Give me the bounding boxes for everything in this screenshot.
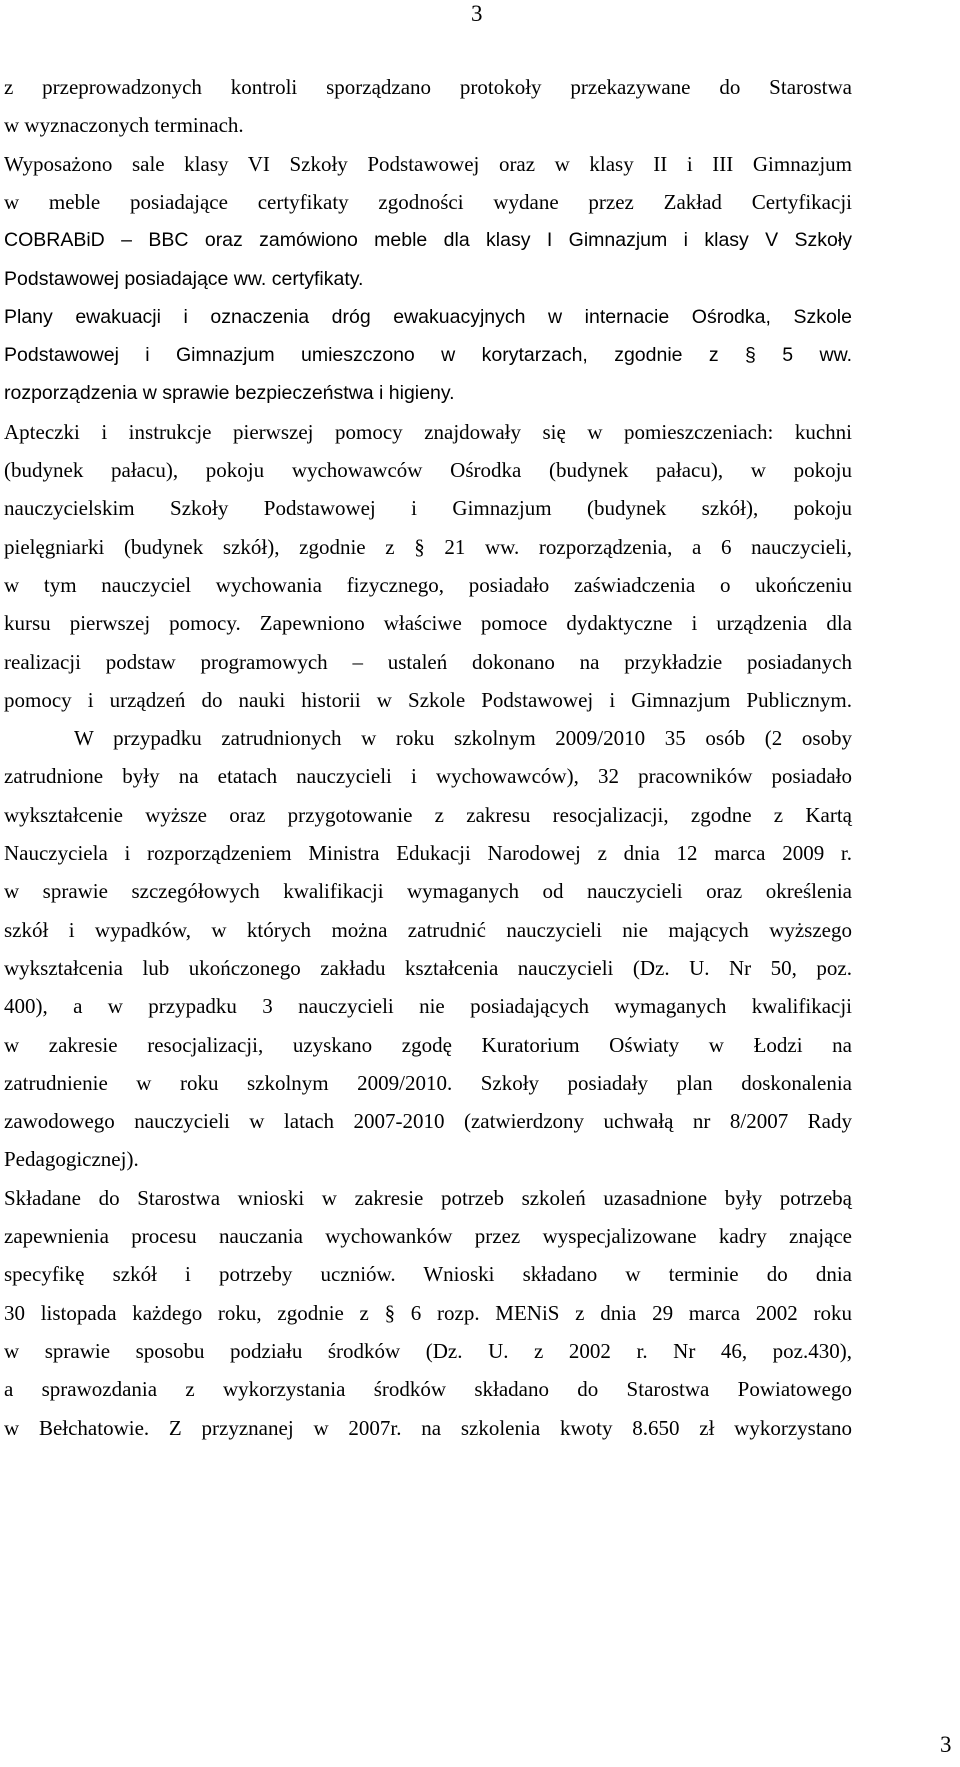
text-line: szkół i wypadków, w których można zatrudnić nauczycieli nie mających wyższego <box>4 918 852 942</box>
text-line: kursu pierwszej pomocy. Zapewniono właściwe pomoce dydaktyczne i urządzenia dla <box>4 611 852 635</box>
text-line: 30 listopada każdego roku, zgodnie z § 6 rozp. MENiS z dnia 29 marca 2002 roku <box>4 1301 852 1325</box>
text-line: w zakresie resocjalizacji, uzyskano zgodę Kuratorium Oświaty w Łodzi na <box>4 1033 852 1057</box>
text-line: pomocy i urządzeń do nauki historii w Szkole Podstawowej i Gimnazjum Publicznym. <box>4 688 852 712</box>
page-number-bottom: 3 <box>940 1732 952 1757</box>
text-line: realizacji podstaw programowych – ustaleń dokonano na przykładzie posiadanych <box>4 650 852 674</box>
text-line: wykształcenie wyższe oraz przygotowanie z zakresu resocjalizacji, zgodne z Kartą <box>4 803 852 827</box>
text-line: Pedagogicznej). <box>4 1147 139 1171</box>
text-line: Podstawowej posiadające ww. certyfikaty. <box>4 268 364 290</box>
text-line: z przeprowadzonych kontroli sporządzano protokoły przekazywane do Starostwa <box>4 75 852 99</box>
text-line: Składane do Starostwa wnioski w zakresie potrzeb szkoleń uzasadnione były potrzebą <box>4 1186 852 1210</box>
text-line: Apteczki i instrukcje pierwszej pomocy znajdowały się w pomieszczeniach: kuchni <box>4 420 852 444</box>
text-line: pielęgniarki (budynek szkół), zgodnie z § 21 ww. rozporządzenia, a 6 nauczycieli, <box>4 535 852 559</box>
text-line: w tym nauczyciel wychowania fizycznego, posiadało zaświadczenia o ukończeniu <box>4 573 852 597</box>
text-line: zatrudnione były na etatach nauczycieli i wychowawców), 32 pracowników posiadało <box>4 764 852 788</box>
text-line: w meble posiadające certyfikaty zgodności wydane przez Zakład Certyfikacji <box>4 190 852 214</box>
text-line: zawodowego nauczycieli w latach 2007-2010 (zatwierdzony uchwałą nr 8/2007 Rady <box>4 1109 852 1133</box>
text-line: 400), a w przypadku 3 nauczycieli nie posiadających wymaganych kwalifikacji <box>4 994 852 1018</box>
text-line: zapewnienia procesu nauczania wychowanków przez wyspecjalizowane kadry znające <box>4 1224 852 1248</box>
text-line: zatrudnienie w roku szkolnym 2009/2010. Szkoły posiadały plan doskonalenia <box>4 1071 852 1095</box>
text-line: wykształcenia lub ukończonego zakładu kształcenia nauczycieli (Dz. U. Nr 50, poz. <box>4 956 852 980</box>
text-line: Wyposażono sale klasy VI Szkoły Podstawowej oraz w klasy II i III Gimnazjum <box>4 152 852 176</box>
text-line: W przypadku zatrudnionych w roku szkolnym 2009/2010 35 osób (2 osoby <box>74 726 852 750</box>
text-line: w Bełchatowie. Z przyznanej w 2007r. na szkolenia kwoty 8.650 zł wykorzystano <box>4 1416 852 1440</box>
page-number-top: 3 <box>471 1 483 26</box>
text-line: specyfikę szkół i potrzeby uczniów. Wnioski składano w terminie do dnia <box>4 1262 852 1286</box>
text-line: rozporządzenia w sprawie bezpieczeństwa i higieny. <box>4 382 455 404</box>
text-line: Plany ewakuacji i oznaczenia dróg ewakuacyjnych w internacie Ośrodka, Szkole <box>4 306 852 328</box>
text-line: w wyznaczonych terminach. <box>4 113 244 137</box>
text-line: a sprawozdania z wykorzystania środków składano do Starostwa Powiatowego <box>4 1377 852 1401</box>
text-line: w sprawie szczegółowych kwalifikacji wymaganych od nauczycieli oraz określenia <box>4 879 852 903</box>
text-line: COBRABiD – BBC oraz zamówiono meble dla klasy I Gimnazjum i klasy V Szkoły <box>4 229 852 251</box>
text-line: Nauczyciela i rozporządzeniem Ministra Edukacji Narodowej z dnia 12 marca 2009 r. <box>4 841 852 865</box>
text-line: nauczycielskim Szkoły Podstawowej i Gimnazjum (budynek szkół), pokoju <box>4 496 852 520</box>
text-line: (budynek pałacu), pokoju wychowawców Ośrodka (budynek pałacu), w pokoju <box>4 458 852 482</box>
text-line: Podstawowej i Gimnazjum umieszczono w korytarzach, zgodnie z § 5 ww. <box>4 344 852 366</box>
text-line: w sprawie sposobu podziału środków (Dz. U. z 2002 r. Nr 46, poz.430), <box>4 1339 852 1363</box>
